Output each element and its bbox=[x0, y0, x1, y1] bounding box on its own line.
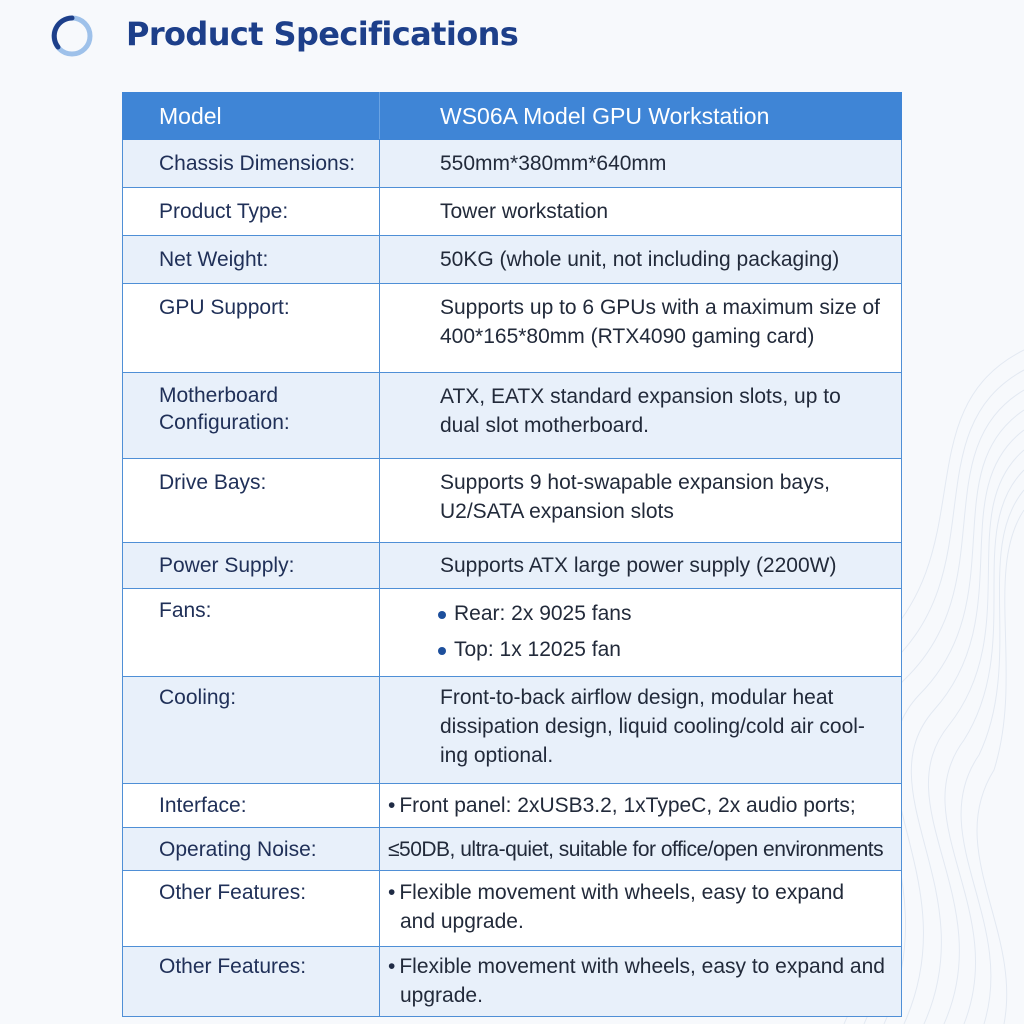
row-value bbox=[380, 871, 902, 947]
row-value: 550mm*380mm*640mm bbox=[380, 140, 902, 188]
row-value: 50KG (whole unit, not including packaging) bbox=[380, 236, 902, 284]
table-row bbox=[123, 543, 902, 589]
row-label: Operating Noise: bbox=[123, 828, 380, 871]
specifications-table bbox=[122, 92, 902, 1017]
list-item: Rear: 2x 9025 fans bbox=[438, 596, 895, 632]
row-label: Chassis Dimensions: bbox=[123, 140, 380, 188]
value-line: 400*165*80mm (RTX4090 gaming card) bbox=[440, 325, 815, 348]
value-line: Front-to-back airflow design, modular heat bbox=[440, 686, 834, 709]
row-label: Other Features: bbox=[123, 947, 380, 1017]
value-line: dual slot motherboard. bbox=[440, 414, 649, 437]
table-row bbox=[123, 459, 902, 543]
row-value bbox=[380, 947, 902, 1017]
row-label: Fans: bbox=[123, 589, 380, 677]
table-row bbox=[123, 589, 902, 677]
row-label: Net Weight: bbox=[123, 236, 380, 284]
row-value: ≤50DB, ultra-quiet, suitable for office/open environments bbox=[380, 828, 902, 871]
value-line: • Flexible movement with wheels, easy to expand and bbox=[388, 952, 895, 981]
row-label: Interface: bbox=[123, 784, 380, 828]
value-line: ing optional. bbox=[440, 744, 554, 767]
header-value: WS06A Model GPU Workstation bbox=[380, 93, 902, 140]
row-value bbox=[380, 589, 902, 677]
row-label bbox=[123, 373, 380, 459]
row-value bbox=[380, 373, 902, 459]
table-row bbox=[123, 140, 902, 188]
table-row bbox=[123, 188, 902, 236]
value-line: Supports up to 6 GPUs with a maximum size of bbox=[440, 296, 881, 319]
row-label: Power Supply: bbox=[123, 543, 380, 589]
table-row bbox=[123, 284, 902, 373]
value-line: Supports 9 hot-swapable expansion bays, bbox=[440, 471, 830, 494]
row-label: GPU Support: bbox=[123, 284, 380, 373]
row-value: Supports ATX large power supply (2200W) bbox=[380, 543, 902, 589]
table-row bbox=[123, 828, 902, 871]
row-label: Drive Bays: bbox=[123, 459, 380, 543]
table-header-row bbox=[123, 93, 902, 140]
value-text: • Front panel: 2xUSB3.2, 1xTypeC, 2x audio ports; bbox=[388, 794, 856, 817]
row-value: Tower workstation bbox=[380, 188, 902, 236]
value-line: U2/SATA expansion slots bbox=[440, 500, 674, 523]
list-item: Top: 1x 12025 fan bbox=[438, 632, 895, 668]
page-title: Product Specifications bbox=[126, 15, 519, 53]
table-row bbox=[123, 784, 902, 828]
header-label: Model bbox=[123, 93, 380, 140]
row-label: Cooling: bbox=[123, 677, 380, 784]
row-value bbox=[380, 677, 902, 784]
table-row bbox=[123, 373, 902, 459]
circle-ring-icon bbox=[50, 14, 94, 58]
table-row bbox=[123, 871, 902, 947]
value-line: upgrade. bbox=[400, 984, 483, 1007]
label-line: Motherboard bbox=[159, 384, 279, 407]
table-row bbox=[123, 677, 902, 784]
row-label: Other Features: bbox=[123, 871, 380, 947]
row-label: Product Type: bbox=[123, 188, 380, 236]
table-row bbox=[123, 947, 902, 1017]
row-value bbox=[380, 459, 902, 543]
row-value bbox=[380, 784, 902, 828]
value-line: ATX, EATX standard expansion slots, up to bbox=[440, 385, 841, 408]
table-row bbox=[123, 236, 902, 284]
value-line: • Flexible movement with wheels, easy to expand bbox=[388, 878, 895, 907]
label-line: Configuration: bbox=[159, 411, 290, 434]
value-line: dissipation design, liquid cooling/cold air cool- bbox=[440, 715, 865, 738]
bullet-list bbox=[438, 596, 895, 668]
value-line: and upgrade. bbox=[400, 910, 524, 933]
row-value bbox=[380, 284, 902, 373]
